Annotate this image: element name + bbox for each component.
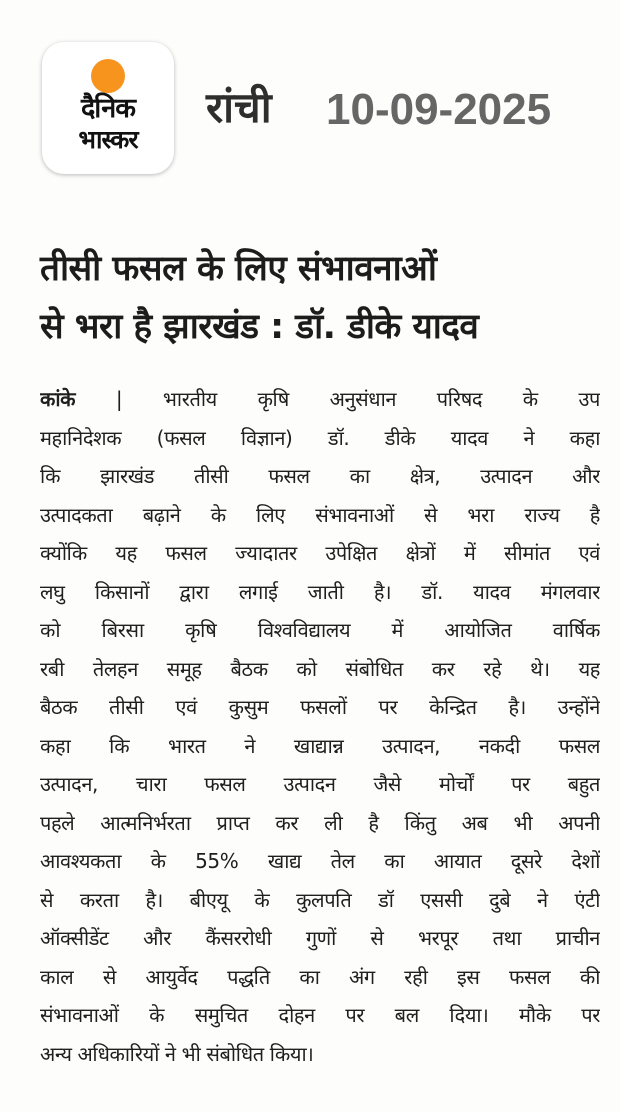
logo-text-dainik: दैनिक [80,93,136,124]
article-line: रबी तेलहन समूह बैठक को संबोधित कर रहे थे। यह [40,656,600,681]
headline-line-2: से भरा है झारखंड : डॉ. डीके यादव [40,307,479,347]
article-line: आवश्यकता के 55% खाद्य तेल का आयात दूसरे देशों [40,849,600,873]
article-line: काल से आयुर्वेद पद्धति का अंग रही इस फसल की [40,964,600,989]
edition-city: रांची [206,83,272,132]
article-line: क्योंकि यह फसल ज्यादातर उपेक्षित क्षेत्रों में सीमांत एवं [40,541,600,565]
edition-date: 10-09-2025 [326,85,552,134]
article-line: उत्पादकता बढ़ाने के लिए संभावनाओं से भरा राज्य है [40,502,600,527]
article-line: कहा कि भारत ने खाद्यान्न उत्पादन, नकदी फसल [40,733,600,758]
article-line: कांके | भारतीय कृषि अनुसंधान परिषद के उप [40,387,600,411]
article-line: अन्य अधिकारियों ने भी संबोधित किया। [40,1041,314,1066]
article-body [40,380,600,1080]
headline-line-1: तीसी फसल के लिए संभावनाओं [40,249,437,289]
article-dateline: कांके [40,387,76,411]
article-line: महानिदेशक (फसल विज्ञान) डॉ. डीके यादव ने कहा [40,425,600,450]
sun-icon [91,59,125,93]
article-line-text: भारतीय कृषि अनुसंधान परिषद के उप [162,387,600,411]
article-line: बैठक तीसी एवं कुसुम फसलों पर केन्द्रित है। उन्होंने [40,695,600,719]
article-line: संभावनाओं के समुचित दोहन पर बल दिया। मौके पर [40,1003,600,1027]
article-headline [40,240,600,356]
article-line: से करता है। बीएयू के कुलपति डॉ एससी दुबे ने एंटी [40,887,600,912]
article-line: ऑक्सीडेंट और कैंसररोधी गुणों से भरपूर तथा प्राचीन [40,926,600,950]
article-line: उत्पादन, चारा फसल उत्पादन जैसे मोर्चों पर बहुत [40,772,600,796]
article-line: पहले आत्मनिर्भरता प्राप्त कर ली है किंतु अब भी अपनी [40,810,600,835]
clipping-header [0,0,620,190]
article-line: को बिरसा कृषि विश्वविद्यालय में आयोजित वार्षिक [40,618,600,642]
article-line: लघु किसानों द्वारा लगाई जाती है। डॉ. यादव मंगलवार [40,579,600,604]
article-line: कि झारखंड तीसी फसल का क्षेत्र, उत्पादन और [40,464,600,488]
logo-text-bhaskar: भास्कर [78,125,138,154]
dainik-bhaskar-logo [42,42,174,174]
